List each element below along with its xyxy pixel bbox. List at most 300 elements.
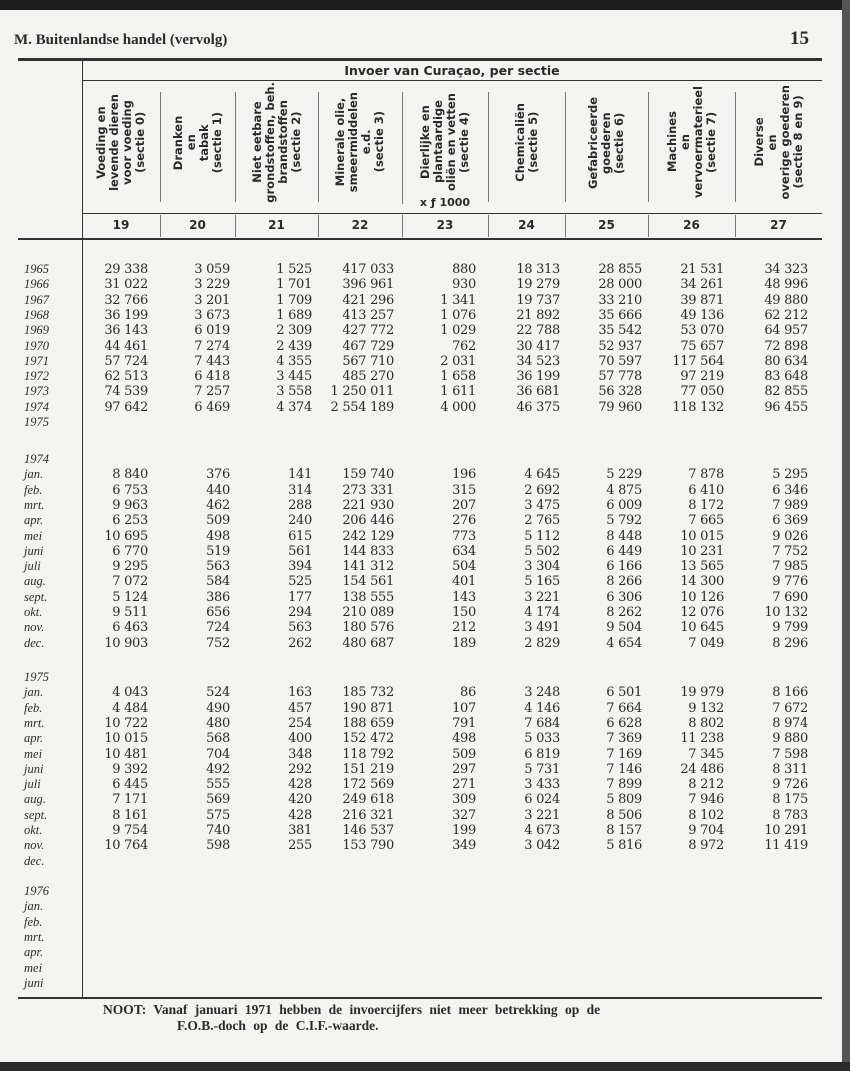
table-cell: 524 [206, 685, 230, 701]
table-cell: 8 161 [112, 807, 148, 823]
table-cell: 615 [288, 528, 312, 544]
table-cell: 504 [452, 559, 476, 575]
table-cell: 4 174 [524, 605, 560, 620]
table-cell: 10 015 [104, 731, 148, 747]
table-cell: 36 143 [104, 323, 148, 339]
table-cell: 3 201 [194, 292, 230, 308]
row-label: mrt. [24, 497, 45, 512]
table-cell: 6 024 [524, 792, 560, 808]
table-cell: 150 [452, 605, 476, 620]
table-cell: 77 050 [680, 384, 724, 400]
table-cell: 509 [452, 746, 476, 762]
table-cell: 107 [452, 700, 476, 716]
table-cell: 271 [452, 777, 476, 793]
table-cell: 762 [452, 338, 476, 354]
table-cell: 6 410 [688, 482, 724, 498]
table-cell: 206 446 [342, 513, 394, 529]
table-cell: 216 321 [342, 807, 394, 823]
table-cell: 276 [452, 513, 476, 529]
table-cell: 210 089 [342, 605, 394, 620]
table-cell: 62 513 [104, 369, 148, 385]
row-label: mrt. [24, 929, 45, 944]
table-cell: 569 [206, 792, 230, 808]
table-cell: 273 331 [342, 482, 394, 498]
table-cell: 3 059 [194, 262, 230, 277]
table-cell: 327 [452, 807, 476, 823]
column-header [318, 80, 402, 205]
table-cell: 348 [288, 746, 312, 762]
table-cell: 5 731 [524, 761, 560, 777]
table-cell: 7 443 [194, 353, 230, 369]
table-cell: 480 687 [342, 635, 394, 651]
table-cell: 314 [288, 482, 312, 498]
row-label: okt. [24, 823, 43, 837]
table-cell: 297 [452, 761, 476, 777]
table-cell: 86 [460, 685, 476, 701]
row-label: sept. [24, 589, 48, 604]
table-cell: 177 [288, 589, 312, 605]
table-cell: 8 783 [772, 807, 808, 823]
row-label: 1973 [24, 384, 49, 399]
column-header-label: Dranken en tabak (sectie 1) [170, 111, 224, 174]
table-cell: 555 [206, 777, 230, 793]
table-cell: 740 [206, 823, 230, 838]
table-cell: 5 809 [606, 792, 642, 808]
table-cell: 2 829 [524, 635, 560, 651]
table-cell: 381 [288, 823, 312, 838]
table-cell: 11 419 [764, 838, 808, 854]
row-label: juli [24, 777, 41, 792]
table-cell: 485 270 [342, 369, 394, 385]
table-cell: 19 979 [680, 685, 724, 701]
table-cell: 498 [206, 528, 230, 544]
scan-right-edge [842, 0, 850, 1071]
column-number: 26 [683, 218, 700, 232]
table-cell: 97 219 [680, 369, 724, 385]
row-label: 1966 [24, 277, 49, 292]
table-cell: 634 [452, 543, 476, 559]
page-number: 15 [790, 28, 809, 49]
column-number: 22 [351, 218, 369, 232]
table-cell: 172 569 [342, 777, 394, 793]
table-cell: 3 304 [524, 559, 560, 575]
row-label: 1972 [24, 369, 49, 384]
table-cell: 1 250 011 [330, 384, 394, 400]
table-cell: 467 729 [342, 338, 394, 354]
table-cell: 6 449 [606, 543, 642, 559]
table-cell: 3 221 [524, 807, 560, 823]
table-cell: 9 799 [772, 620, 808, 636]
table-cell: 9 726 [772, 777, 808, 793]
table-cell: 19 279 [516, 277, 560, 293]
table-cell: 492 [206, 761, 230, 777]
row-label: mei [24, 528, 43, 543]
table-cell: 294 [288, 605, 312, 620]
row-label: 1970 [24, 338, 49, 353]
table-cell: 9 504 [606, 620, 642, 636]
table-cell: 7 989 [772, 497, 808, 513]
table-cell: 6 753 [112, 482, 148, 498]
row-label: 1975 [24, 415, 49, 429]
table-cell: 4 673 [524, 823, 560, 838]
table-cell: 9 392 [112, 761, 148, 777]
table-cell: 57 724 [104, 353, 148, 369]
table-cell: 773 [452, 528, 476, 544]
table-cell: 34 523 [516, 353, 560, 369]
table-cell: 31 022 [104, 277, 148, 293]
column-header [160, 80, 235, 205]
column-header [488, 80, 565, 205]
table-cell: 188 659 [342, 715, 394, 731]
table-cell: 249 618 [342, 792, 394, 808]
table-cell: 180 576 [342, 620, 394, 636]
table-cell: 11 238 [680, 731, 724, 747]
table-cell: 309 [452, 792, 476, 808]
row-label: nov. [24, 620, 45, 635]
table-cell: 64 957 [764, 323, 808, 339]
table-cell: 34 323 [764, 262, 808, 277]
table-cell: 146 537 [342, 823, 394, 838]
table-cell: 1 658 [440, 369, 476, 385]
row-label: aug. [24, 574, 46, 589]
table-cell: 83 648 [764, 369, 808, 385]
row-label: jan. [24, 685, 44, 700]
table-cell: 8 296 [772, 635, 808, 651]
table-cell: 8 974 [772, 715, 808, 731]
block-year-label: 1974 [24, 452, 49, 466]
table-cell: 118 132 [672, 399, 724, 415]
top-rule [18, 58, 822, 61]
table-cell: 2 439 [276, 338, 312, 354]
table-cell: 8 972 [688, 838, 724, 854]
row-label: feb. [24, 914, 43, 929]
column-number: 23 [436, 218, 454, 232]
table-cell: 6 628 [606, 715, 642, 731]
table-cell: 36 199 [104, 307, 148, 323]
table-cell: 3 042 [524, 838, 560, 854]
column-number: 25 [598, 218, 615, 232]
table-cell: 22 788 [516, 323, 560, 339]
table-cell: 8 212 [688, 777, 724, 793]
table-cell: 6 369 [772, 513, 808, 529]
table-cell: 75 657 [680, 338, 724, 354]
table-cell: 33 210 [598, 292, 642, 308]
table-cell: 6 306 [606, 589, 642, 605]
table-cell: 8 448 [606, 528, 642, 544]
table-cell: 8 102 [688, 807, 724, 823]
table-cell: 519 [206, 543, 230, 559]
table-cell: 6 445 [112, 777, 148, 793]
table-cell: 212 [452, 620, 476, 636]
table-cell: 3 229 [194, 277, 230, 293]
table-cell: 10 481 [104, 746, 148, 762]
table-cell: 6 166 [606, 559, 642, 575]
table-cell: 18 313 [516, 262, 560, 277]
column-number: 27 [770, 218, 787, 232]
table-cell: 7 369 [606, 731, 642, 747]
table-cell: 19 737 [516, 292, 560, 308]
table-cell: 525 [288, 574, 312, 590]
table-cell: 349 [452, 838, 476, 854]
table-cell: 3 673 [194, 307, 230, 323]
column-header [82, 80, 160, 205]
table-cell: 254 [288, 715, 312, 731]
table-cell: 255 [288, 838, 312, 854]
scan-top-edge [0, 0, 850, 10]
table-cell: 196 [452, 467, 476, 483]
row-label: apr. [24, 513, 44, 528]
table-cell: 56 328 [598, 384, 642, 400]
table-cell: 9 880 [772, 731, 808, 747]
table-cell: 427 772 [342, 323, 394, 339]
table-cell: 7 672 [772, 700, 808, 716]
row-label: mrt. [24, 715, 45, 730]
table-cell: 154 561 [342, 574, 394, 590]
table-cell: 7 049 [688, 635, 724, 651]
table-cell: 6 463 [112, 620, 148, 636]
table-cell: 190 871 [342, 700, 394, 716]
unit-rule [82, 213, 822, 214]
table-cell: 315 [452, 482, 476, 498]
table-cell: 575 [206, 807, 230, 823]
table-cell: 7 752 [772, 543, 808, 559]
table-cell: 3 491 [524, 620, 560, 636]
table-cell: 49 880 [764, 292, 808, 308]
table-cell: 7 598 [772, 746, 808, 762]
table-cell: 30 417 [516, 338, 560, 354]
row-label: 1969 [24, 323, 49, 338]
table-cell: 394 [288, 559, 312, 575]
table-cell: 2 765 [524, 513, 560, 529]
table-cell: 10 764 [104, 838, 148, 854]
table-cell: 428 [288, 777, 312, 793]
table-cell: 7 146 [606, 761, 642, 777]
table-cell: 4 645 [524, 467, 560, 483]
table-cell: 10 015 [680, 528, 724, 544]
table-cell: 752 [206, 635, 230, 651]
table-cell: 1 076 [440, 307, 476, 323]
table-cell: 401 [452, 574, 476, 590]
table-cell: 1 029 [440, 323, 476, 339]
column-header-label: Chemicaliën (sectie 5) [512, 103, 540, 182]
table-cell: 10 645 [680, 620, 724, 636]
table-cell: 5 124 [112, 589, 148, 605]
table-cell: 34 261 [680, 277, 724, 293]
table-cell: 24 486 [680, 761, 724, 777]
row-label: juni [24, 761, 44, 776]
table-cell: 7 946 [688, 792, 724, 808]
table-cell: 421 296 [342, 292, 394, 308]
block-year-label: 1976 [24, 884, 49, 898]
table-cell: 7 169 [606, 746, 642, 762]
table-cell: 563 [206, 559, 230, 575]
table-cell: 376 [206, 467, 230, 483]
table-cell: 568 [206, 731, 230, 747]
column-header [735, 80, 822, 205]
table-cell: 10 903 [104, 635, 148, 651]
table-cell: 3 221 [524, 589, 560, 605]
table-cell: 9 511 [112, 605, 148, 620]
table-cell: 724 [206, 620, 230, 636]
column-header [402, 80, 488, 205]
table-cell: 386 [206, 589, 230, 605]
row-label: juli [24, 559, 41, 574]
table-cell: 153 790 [342, 838, 394, 854]
table-cell: 189 [452, 635, 476, 651]
row-label: mei [24, 746, 43, 761]
table-cell: 9 754 [112, 823, 148, 838]
table-cell: 221 930 [342, 497, 394, 513]
table-cell: 1 689 [276, 307, 312, 323]
table-cell: 141 [288, 467, 312, 483]
row-label: jan. [24, 467, 44, 482]
table-cell: 1 525 [276, 262, 312, 277]
table-cell: 8 175 [772, 792, 808, 808]
table-caption: Invoer van Curaçao, per sectie [344, 63, 560, 78]
table-cell: 35 666 [598, 307, 642, 323]
table-cell: 97 642 [104, 399, 148, 415]
table-cell: 74 539 [104, 384, 148, 400]
column-number: 19 [112, 218, 130, 232]
row-label: feb. [24, 700, 43, 715]
table-cell: 509 [206, 513, 230, 529]
table-cell: 462 [206, 497, 230, 513]
table-cell: 7 171 [112, 792, 148, 808]
table-cell: 400 [288, 731, 312, 747]
table-cell: 7 665 [688, 513, 724, 529]
footnote-line-1: NOOT: Vanaf januari 1971 hebben de invoercijfers niet meer betrekking op de [103, 1002, 601, 1017]
column-header-label: Niet eetbare grondstoffen, beh. brandstoffen (sectie 2) [249, 82, 303, 203]
table-cell: 4 484 [112, 700, 148, 716]
table-cell: 880 [452, 262, 476, 277]
table-cell: 8 262 [606, 605, 642, 620]
table-cell: 428 [288, 807, 312, 823]
column-header-label: Diverse en overige goederen (sectie 8 en 9) [751, 85, 805, 200]
table-cell: 7 878 [688, 467, 724, 483]
table-cell: 207 [452, 497, 476, 513]
table-cell: 5 112 [524, 528, 560, 544]
table-cell: 498 [452, 731, 476, 747]
row-label: jan. [24, 899, 44, 914]
row-label: 1965 [24, 262, 49, 276]
table-cell: 9 704 [688, 823, 724, 838]
table-cell: 292 [288, 761, 312, 777]
table-cell: 6 418 [194, 369, 230, 385]
table-cell: 8 266 [606, 574, 642, 590]
row-label: apr. [24, 945, 44, 960]
table-cell: 5 792 [606, 513, 642, 529]
table-cell: 10 132 [764, 605, 808, 620]
table-cell: 396 961 [342, 277, 394, 293]
table-cell: 480 [206, 715, 230, 731]
row-label: 1971 [24, 353, 49, 368]
table-cell: 9 132 [688, 700, 724, 716]
table-cell: 6 469 [194, 399, 230, 415]
table-cell: 72 898 [764, 338, 808, 354]
table-cell: 490 [206, 700, 230, 716]
table-cell: 199 [452, 823, 476, 838]
table-cell: 2 554 189 [330, 399, 394, 415]
table-cell: 144 833 [342, 543, 394, 559]
table-cell: 7 274 [194, 338, 230, 354]
column-header-label: Voeding en levende dieren voor voeding (sectie 0) [94, 94, 147, 191]
table-cell: 417 033 [342, 262, 394, 277]
table-cell: 6 253 [112, 513, 148, 529]
header-bottom-rule [18, 238, 822, 240]
table-cell: 138 555 [342, 589, 394, 605]
table-cell: 413 257 [342, 307, 394, 323]
table-cell: 141 312 [342, 559, 394, 575]
table-cell: 8 506 [606, 807, 642, 823]
table-cell: 28 000 [598, 277, 642, 293]
table-cell: 7 684 [524, 715, 560, 731]
table-cell: 584 [206, 574, 230, 590]
table-cell: 9 963 [112, 497, 148, 513]
table-cell: 420 [288, 792, 312, 808]
table-cell: 8 157 [606, 823, 642, 838]
table-cell: 152 472 [342, 731, 394, 747]
column-number: 24 [518, 218, 535, 232]
table-cell: 4 043 [112, 685, 148, 701]
table-cell: 21 531 [680, 262, 724, 277]
row-label: juni [24, 543, 44, 558]
column-number: 20 [189, 218, 206, 232]
table-cell: 29 338 [104, 262, 148, 277]
table-cell: 8 311 [772, 761, 808, 777]
row-label: dec. [24, 853, 45, 868]
column-header-label: Dierlijke en plantaardige oliën en vetten (sectie 4) [418, 93, 471, 192]
table-cell: 2 031 [440, 353, 476, 369]
table-cell: 6 501 [606, 685, 642, 701]
table-cell: 7 072 [112, 574, 148, 590]
table-cell: 4 875 [606, 482, 642, 498]
footnote [103, 1002, 600, 1034]
table-cell: 10 231 [680, 543, 724, 559]
table-cell: 10 695 [104, 528, 148, 544]
unit-label: x ƒ 1000 [419, 196, 471, 209]
table-cell: 12 076 [680, 605, 724, 620]
row-label: nov. [24, 838, 45, 853]
row-label: sept. [24, 807, 48, 822]
table-cell: 96 455 [764, 399, 808, 415]
table-cell: 240 [288, 513, 312, 529]
column-header [235, 80, 318, 205]
table-cell: 7 690 [772, 589, 808, 605]
table-cell: 6 019 [194, 323, 230, 339]
table-cell: 563 [288, 620, 312, 636]
table-cell: 567 710 [342, 353, 394, 369]
row-label: 1968 [24, 307, 49, 322]
table-cell: 6 819 [524, 746, 560, 762]
table-cell: 6 009 [606, 497, 642, 513]
column-header-label: Minerale olie, smeermiddelen e.d. (sectie 3) [333, 92, 386, 193]
table-cell: 4 374 [276, 399, 312, 415]
table-cell: 9 026 [772, 528, 808, 544]
table-cell: 5 165 [524, 574, 560, 590]
table-cell: 5 502 [524, 543, 560, 559]
table-cell: 242 129 [342, 528, 394, 544]
table-cell: 3 248 [524, 685, 560, 701]
table-cell: 3 433 [524, 777, 560, 793]
table-cell: 5 816 [606, 838, 642, 854]
table-cell: 13 565 [680, 559, 724, 575]
table-cell: 8 840 [112, 467, 148, 483]
table-cell: 288 [288, 497, 312, 513]
row-label: juni [24, 975, 44, 990]
page-title: M. Buitenlandse handel (vervolg) [14, 32, 228, 48]
table-cell: 704 [206, 746, 230, 762]
table-cell: 5 295 [772, 467, 808, 483]
